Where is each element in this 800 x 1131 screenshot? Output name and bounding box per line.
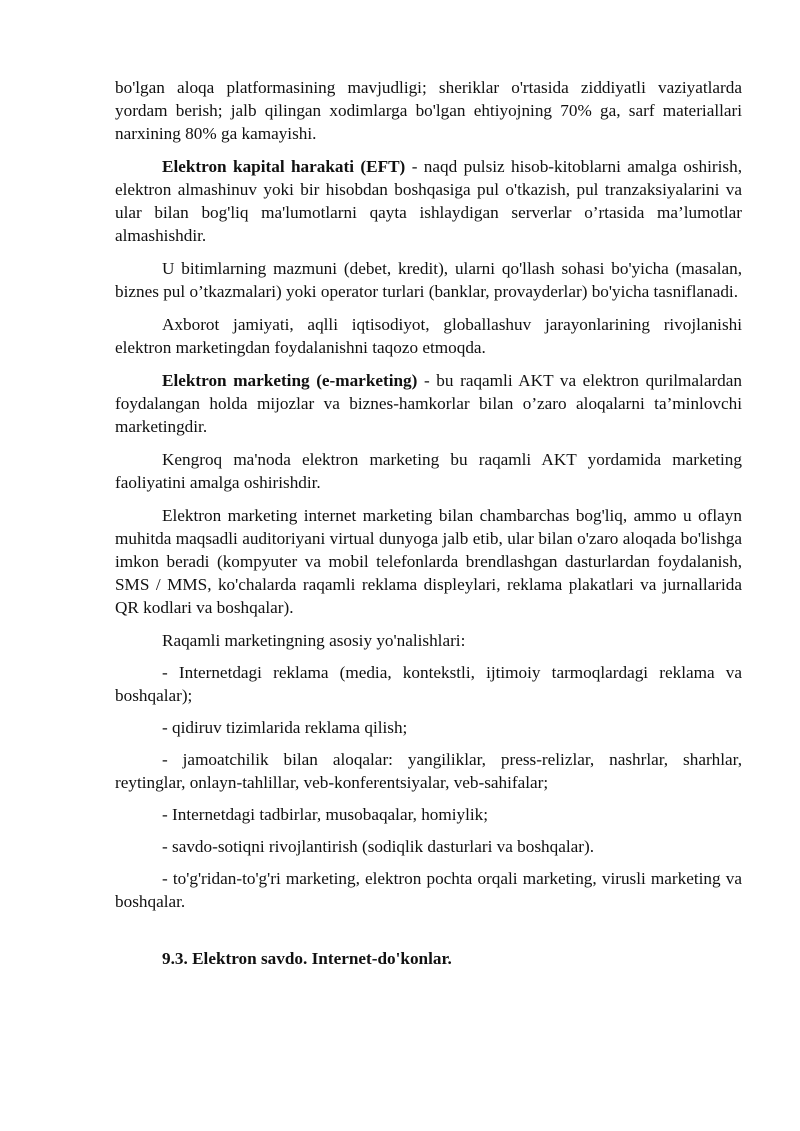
paragraph-directions-intro: [115, 629, 742, 652]
paragraph-text: Axborot jamiyati, aqlli iqtisodiyot, globallashuv jarayonlarining rivojlanishi elektron marketingdan foydalanishni taqozo etmoqda.: [115, 315, 742, 357]
list-item: [115, 661, 742, 707]
section-heading: 9.3. Elektron savdo. Internet-do'konlar.: [162, 949, 452, 968]
paragraph-text: bo'lgan aloqa platformasining mavjudligi; sheriklar o'rtasida ziddiyatli vaziyatlarda yordam berish; jalb qilingan xodimlarga bo'lgan ehtiyojning 70% ga, sarf materiallari narxining 80% ga kamayishi.: [115, 78, 742, 143]
paragraph-classification: [115, 257, 742, 303]
list-item-text: - jamoatchilik bilan aloqalar: yangiliklar, press-relizlar, nashrlar, sharhlar, reytinglar, onlayn-tahlillar, veb-konferentsiyalar, veb-sahifalar;: [115, 750, 742, 792]
paragraph-text: - bu raqamli AKT va elektron qurilmalardan foydalangan holda mijozlar va biznes-hamkorlar bilan o’zaro aloqalarni ta’minlovchi marketingdir.: [115, 371, 742, 436]
paragraph-text: Elektron marketing internet marketing bilan chambarchas bog'liq, ammo u oflayn muhitda maqsadli auditoriyani virtual dunyoga jalb etib, ular bilan o'zaro aloqada bo'lishga imkon beradi (kompyuter va mobil telefonlarda brendlashgan dasturlardan foydalanish, SMS / MMS, ko'chalarda raqamli reklama displeylari, reklama plakatlari va jurnallarida QR kodlari va boshqalar).: [115, 506, 742, 617]
list-item-text: - qidiruv tizimlarida reklama qilish;: [162, 718, 408, 737]
paragraph-emarketing-definition: [115, 369, 742, 438]
document-page: [115, 76, 742, 970]
paragraph-text: U bitimlarning mazmuni (debet, kredit), ularni qo'llash sohasi bo'yicha (masalan, biznes pul o’tkazmalari) yoki operator turlari (banklar, provayderlar) bo'yicha tasniflanadi.: [115, 259, 742, 301]
paragraph-broad-meaning: [115, 448, 742, 494]
list-item-text: - Internetdagi tadbirlar, musobaqalar, homiylik;: [162, 805, 489, 824]
paragraph-text: Raqamli marketingning asosiy yo'nalishlari:: [162, 631, 466, 650]
term-eft: Elektron kapital harakati (EFT): [162, 157, 406, 176]
list-item: [115, 716, 742, 739]
paragraph-text: - naqd pulsiz hisob-kitoblarni amalga oshirish, elektron almashinuv yoki bir hisobdan boshqasiga pul o'tkazish, pul tranzaksiyalarini va ular bilan bog'liq ma'lumotlarni qayta ishlaydigan serverlar o’rtasida ma’lumotlar almashishdir.: [115, 157, 743, 245]
list-item-text: - savdo-sotiqni rivojlantirish (sodiqlik dasturlari va boshqalar).: [162, 837, 594, 856]
paragraph-eft-definition: [115, 155, 742, 247]
paragraph-continuation: [115, 76, 742, 145]
paragraph-text: Kengroq ma'noda elektron marketing bu raqamli AKT yordamida marketing faoliyatini amalga oshirishdir.: [115, 450, 742, 492]
list-item-text: - Internetdagi reklama (media, kontekstli, ijtimoiy tarmoqlardagi reklama va boshqalar);: [115, 663, 742, 705]
list-item: [115, 748, 742, 794]
list-item: [115, 867, 742, 913]
list-item: [115, 835, 742, 858]
paragraph-information-society: [115, 313, 742, 359]
term-emarketing: Elektron marketing (e-marketing): [162, 371, 418, 390]
paragraph-internet-marketing-relation: [115, 504, 742, 619]
list-item: [115, 803, 742, 826]
list-item-text: - to'g'ridan-to'g'ri marketing, elektron pochta orqali marketing, virusli marketing va boshqalar.: [115, 869, 742, 911]
